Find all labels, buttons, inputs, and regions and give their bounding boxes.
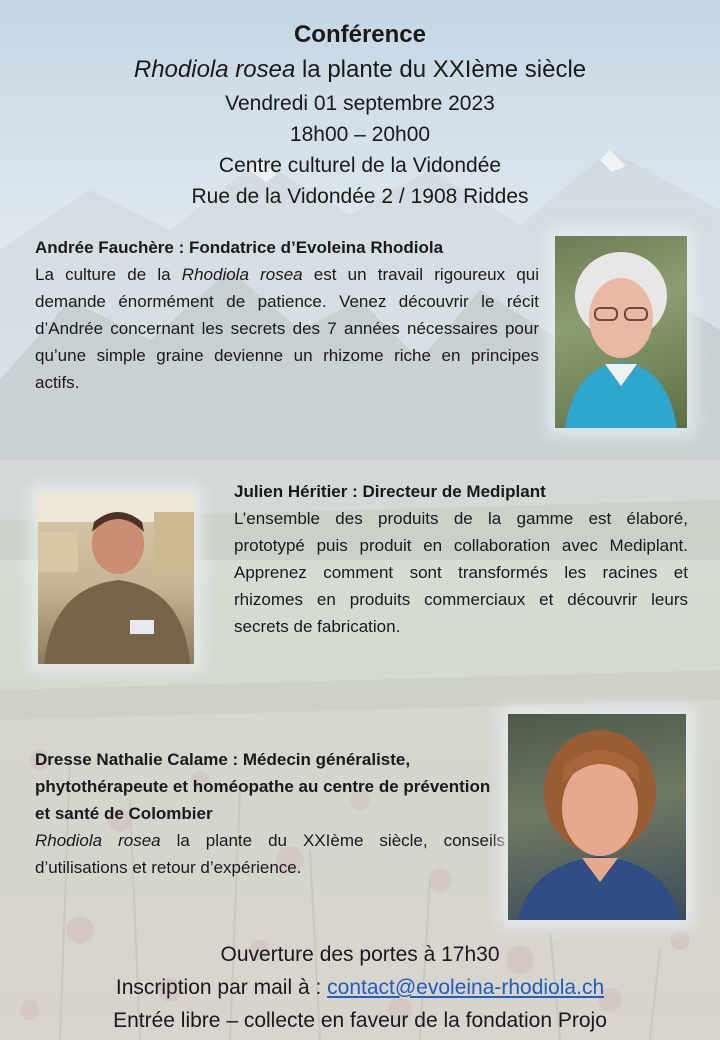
speaker-photo-heritier: [38, 492, 194, 664]
inscription-line: Inscription par mail à : contact@evoleina-rhodiola.ch: [115, 976, 605, 999]
doors-opening: Ouverture des portes à 17h30: [220, 943, 500, 966]
event-address: Rue de la Vidondée 2 / 1908 Riddes: [191, 185, 529, 208]
event-date: Vendredi 01 septembre 2023: [225, 92, 495, 115]
speaker-photo-calame: [508, 714, 686, 920]
speaker-description: Rhodiola rosea la plante du XXIème siècle, conseils d’utilisations et retour d’expérience.: [35, 831, 505, 877]
event-subtitle: [0, 52, 720, 88]
event-time: 18h00 – 20h00: [289, 123, 431, 146]
speaker-section-fauchere: [35, 234, 539, 396]
subtitle-rest: la plante du XXIème siècle: [295, 56, 587, 83]
species-name: Rhodiola rosea: [181, 265, 303, 284]
speaker-section-heritier: [234, 478, 688, 640]
event-header: [0, 18, 720, 212]
speaker-photo-fauchere: [555, 236, 687, 428]
species-name: Rhodiola rosea: [35, 831, 161, 850]
contact-email-link[interactable]: contact@evoleina-rhodiola.ch: [327, 976, 605, 999]
speaker-description: L’ensemble des produits de la gamme est élaboré, prototypé puis produit en collaboration avec Mediplant. Apprenez comment sont transformés les racines et rhizomes en produits commerciaux et découvrir leurs secrets de fabrication.: [234, 509, 688, 636]
speaker-name: Dresse Nathalie Calame : Médecin généraliste, phytothérapeute et homéopathe au centre de prévention et santé de Colombier: [35, 750, 491, 823]
subtitle-species: Rhodiola rosea: [133, 56, 296, 83]
event-title: Conférence: [293, 21, 427, 48]
speaker-name: Julien Héritier : Directeur de Mediplant: [234, 482, 546, 501]
event-venue: Centre culturel de la Vidondée: [218, 154, 502, 177]
event-footer: [0, 938, 720, 1037]
speaker-section-calame: [35, 746, 505, 881]
speaker-description: La culture de la Rhodiola rosea est un travail rigoureux qui demande énormément de patience. Venez découvrir le récit d’Andrée concernant les secrets des 7 années nécessaires pour qu’une simple graine devienne un rhizome riche en principes actifs.: [35, 265, 539, 392]
entry-info: Entrée libre – collecte en faveur de la fondation Projo: [113, 1009, 607, 1032]
speaker-name: Andrée Fauchère : Fondatrice d’Evoleina Rhodiola: [35, 238, 444, 257]
